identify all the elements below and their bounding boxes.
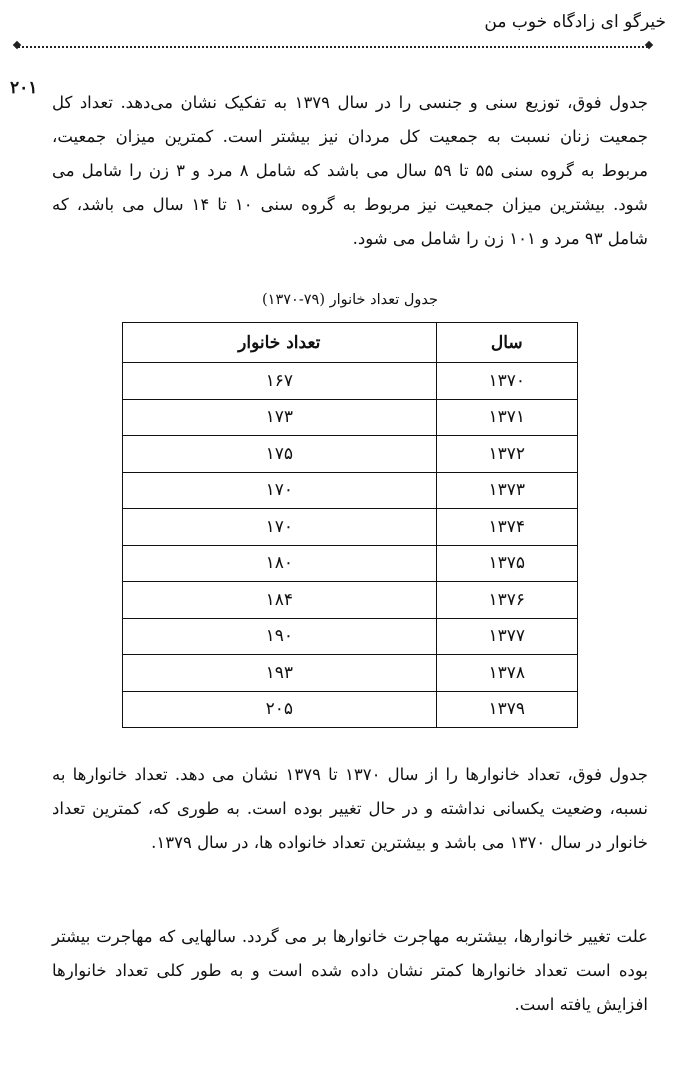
table-row — [123, 691, 578, 728]
header-rule — [18, 46, 648, 48]
cell-year: ۱۳۷۲ — [436, 436, 577, 473]
paragraph-households: جدول فوق، تعداد خانوارها را از سال ۱۳۷۰ تا ۱۳۷۹ نشان می دهد. تعداد خانوارها به نسبه، وضعیت یکسانی نداشته و در حال تغییر بوده است. به طوری که، کمترین تعداد خانوار در سال ۱۳۷۰ می باشد و بیشترین تعداد خانواده ها، در سال ۱۳۷۹. — [52, 765, 648, 852]
table-row — [123, 436, 578, 473]
cell-year: ۱۳۷۷ — [436, 618, 577, 655]
cell-year: ۱۳۷۰ — [436, 363, 577, 400]
column-header-year: سال — [436, 323, 577, 363]
cell-households: ۱۶۷ — [123, 363, 437, 400]
column-header-households: تعداد خانوار — [123, 323, 437, 363]
table-row — [123, 472, 578, 509]
cell-year: ۱۳۷۹ — [436, 691, 577, 728]
table-row — [123, 363, 578, 400]
cell-households: ۱۷۳ — [123, 399, 437, 436]
cell-households: ۱۷۰ — [123, 472, 437, 509]
paragraph-migration: علت تغییر خانوارها، بیشتربه مهاجرت خانوارها بر می گردد. سالهایی که مهاجرت بیشتر بوده است تعداد خانوارها کمتر نشان داده شده است و به طور کلی تعداد خانوارها افزایش یافته است. — [52, 927, 648, 1014]
cell-year: ۱۳۷۸ — [436, 655, 577, 692]
paragraph-population: جدول فوق، توزیع سنی و جنسی را در سال ۱۳۷۹ به تفکیک نشان می‌دهد. تعداد کل جمعیت زنان نسبت به جمعیت کل مردان نیز بیشتر است. کمترین میزان جمعیت، مربوط به گروه سنی ۵۵ تا ۵۹ سال می باشد که شامل ۸ مرد و ۳ زن را شامل می شود. بیشترین میزان جمعیت نیز مربوط به گروه سنی ۱۰ تا ۱۴ سال می باشد، که شامل ۹۳ مرد و ۱۰۱ زن را شامل می شود. — [52, 93, 649, 248]
table-row — [123, 509, 578, 546]
table-caption: جدول تعداد خانوار (۷۹-۱۳۷۰) — [262, 292, 438, 308]
cell-households: ۲۰۵ — [123, 691, 437, 728]
cell-year: ۱۳۷۳ — [436, 472, 577, 509]
cell-households: ۱۸۰ — [123, 545, 437, 582]
running-title: خیرگو ای زادگاه خوب من — [484, 12, 666, 32]
table-row — [123, 399, 578, 436]
cell-households: ۱۸۴ — [123, 582, 437, 619]
cell-households: ۱۷۰ — [123, 509, 437, 546]
cell-households: ۱۷۵ — [123, 436, 437, 473]
table-row — [123, 655, 578, 692]
table-row — [123, 545, 578, 582]
table-header-row — [123, 323, 578, 363]
cell-year: ۱۳۷۶ — [436, 582, 577, 619]
cell-year: ۱۳۷۵ — [436, 545, 577, 582]
cell-year: ۱۳۷۱ — [436, 399, 577, 436]
table-row — [123, 618, 578, 655]
cell-households: ۱۹۰ — [123, 618, 437, 655]
table-row — [123, 582, 578, 619]
page-number: ۲۰۱ — [10, 78, 38, 98]
cell-households: ۱۹۳ — [123, 655, 437, 692]
household-table — [122, 322, 578, 728]
cell-year: ۱۳۷۴ — [436, 509, 577, 546]
